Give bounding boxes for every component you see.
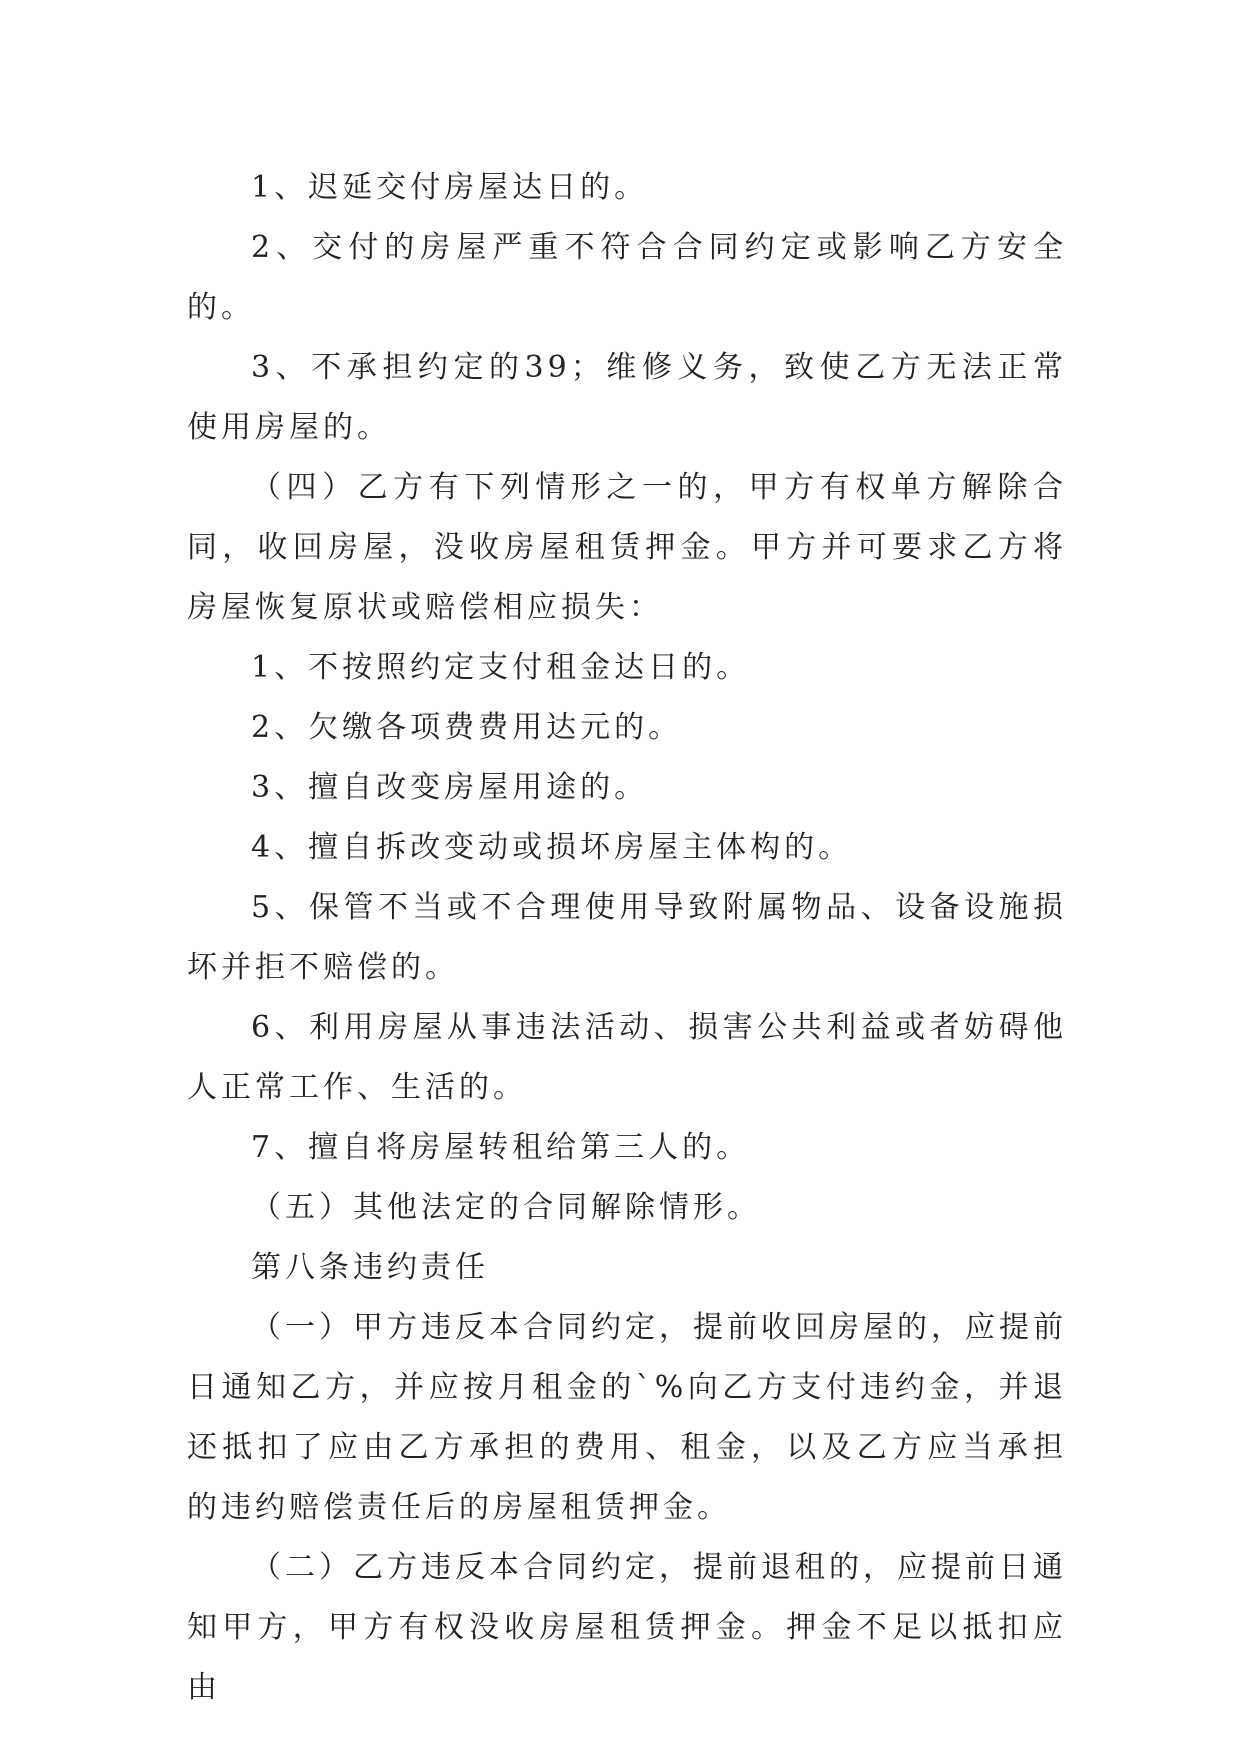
paragraph-6: 2、欠缴各项费费用达元的。	[251, 710, 683, 745]
document-body	[187, 158, 1067, 1718]
paragraph-4: （四）乙方有下列情形之一的，甲方有权单方解除合同，收回房屋，没收房屋租赁押金。甲方并可要求乙方将房屋恢复原状或赔偿相应损失：	[187, 470, 1067, 625]
paragraph-10: 6、利用房屋从事违法活动、损害公共利益或者妨碍他人正常工作、生活的。	[187, 1010, 1067, 1105]
paragraph-12: （五）其他法定的合同解除情形。	[251, 1190, 761, 1225]
paragraph-7: 3、擅自改变房屋用途的。	[251, 770, 649, 805]
paragraph-2: 2、交付的房屋严重不符合合同约定或影响乙方安全的。	[187, 230, 1067, 325]
paragraph-14: （一）甲方违反本合同约定，提前收回房屋的，应提前日通知乙方，并应按月租金的`%向乙方支付违约金，并退还抵扣了应由乙方承担的费用、租金，以及乙方应当承担的违约赔偿责任后的房屋租赁押金。	[187, 1310, 1067, 1525]
paragraph-15: （二）乙方违反本合同约定，提前退租的，应提前日通知甲方，甲方有权没收房屋租赁押金。押金不足以抵扣应由	[187, 1550, 1067, 1705]
paragraph-11: 7、擅自将房屋转租给第三人的。	[251, 1130, 751, 1165]
paragraph-3: 3、不承担约定的39；维修义务，致使乙方无法正常使用房屋的。	[187, 350, 1067, 445]
paragraph-5: 1、不按照约定支付租金达日的。	[251, 650, 751, 685]
paragraph-9: 5、保管不当或不合理使用导致附属物品、设备设施损坏并拒不赔偿的。	[187, 890, 1067, 985]
section-heading: 第八条违约责任	[251, 1250, 489, 1285]
paragraph-8: 4、擅自拆改变动或损坏房屋主体构的。	[251, 830, 853, 865]
paragraph-1: 1、迟延交付房屋达日的。	[251, 170, 649, 205]
